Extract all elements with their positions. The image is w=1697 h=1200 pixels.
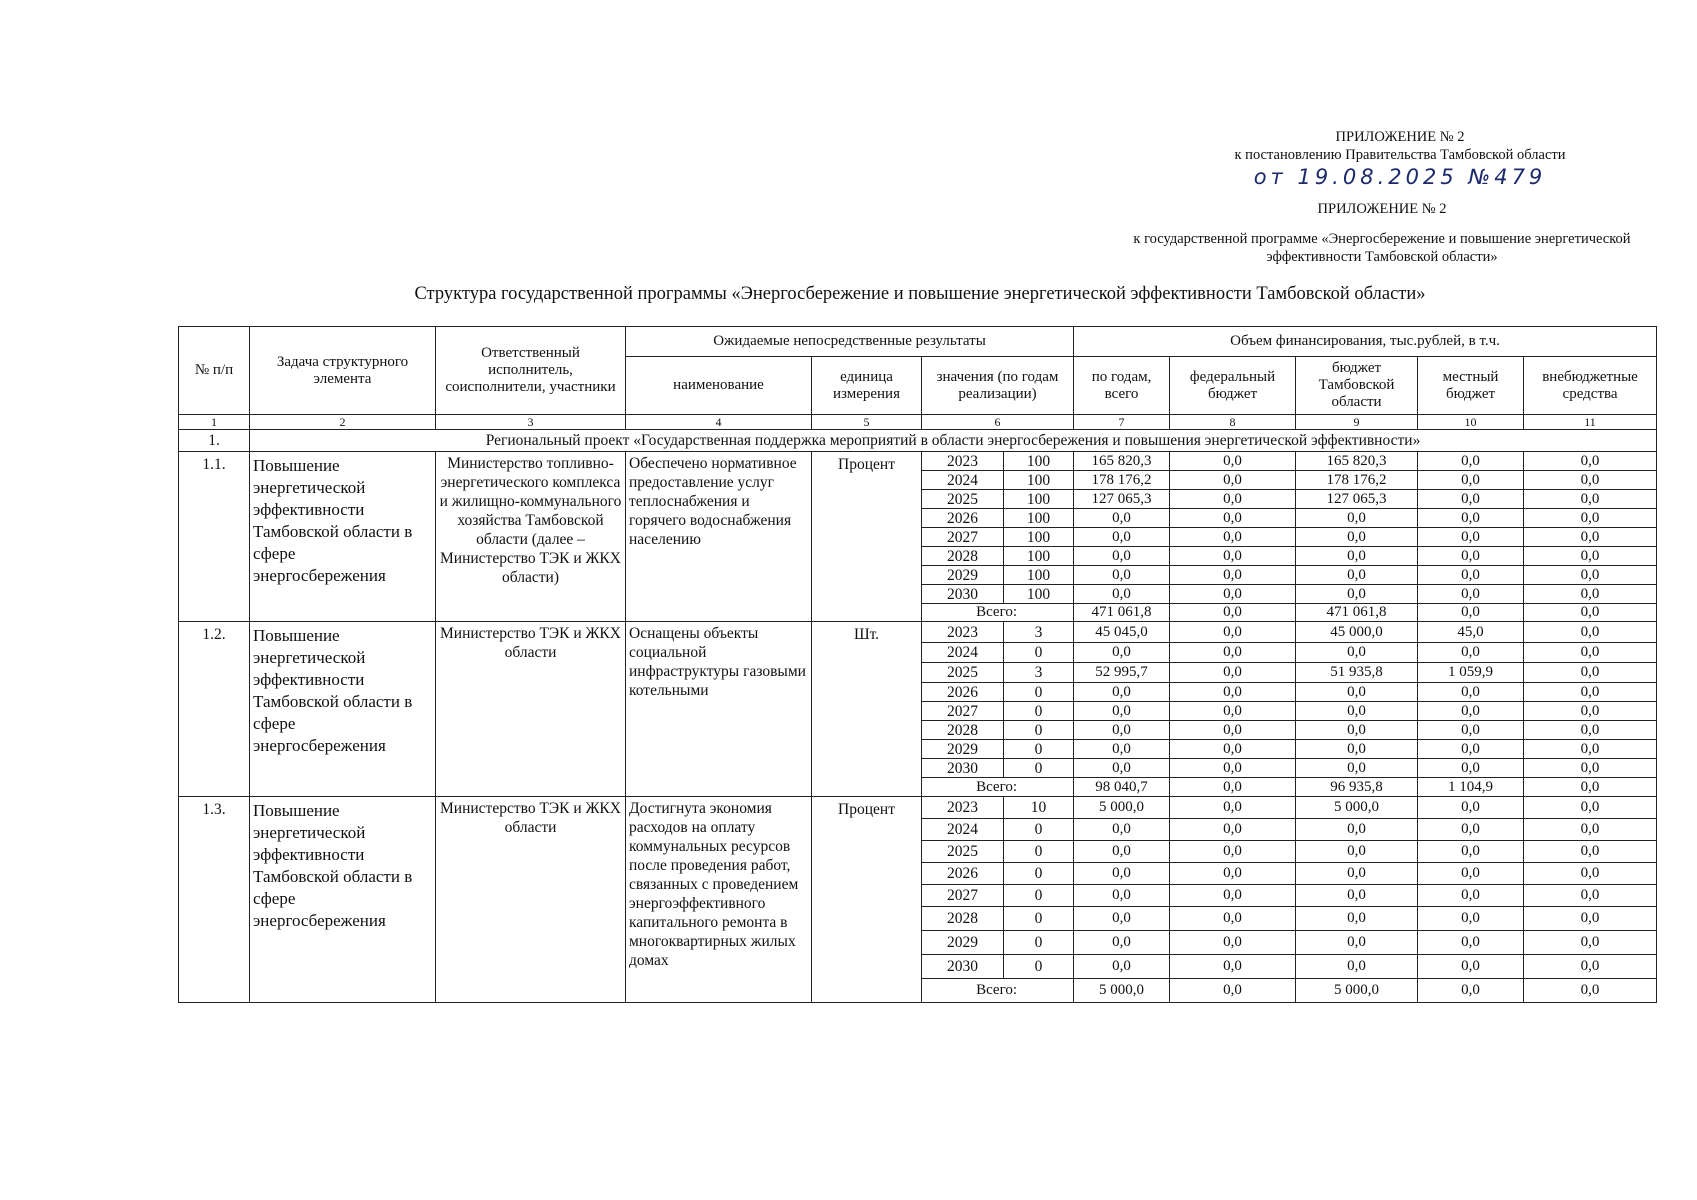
finance-local-cell: 0,0 [1418, 721, 1524, 740]
year-value-cell: 100 [1004, 566, 1074, 585]
annex-program-line-1: к государственной программе «Энергосбережение и повышение энергетической [1133, 231, 1631, 247]
finance-extra-cell: 0,0 [1524, 955, 1657, 979]
finance-total-cell: 0,0 [1074, 863, 1170, 885]
finance-total-cell: 0,0 [1074, 740, 1170, 759]
item-unit: Процент [812, 797, 922, 1003]
finance-federal-cell: 0,0 [1170, 931, 1296, 955]
finance-local-cell: 0,0 [1418, 547, 1524, 566]
finance-extra-cell: 0,0 [1524, 819, 1657, 841]
header-results-group: Ожидаемые непосредственные результаты [626, 327, 1074, 357]
finance-regional-cell: 0,0 [1296, 759, 1418, 778]
column-number: 3 [436, 415, 626, 430]
finance-extra-cell: 0,0 [1524, 885, 1657, 907]
finance-extra-cell: 0,0 [1524, 471, 1657, 490]
item-number: 1.3. [179, 797, 250, 1003]
year-cell: 2027 [922, 702, 1004, 721]
finance-local-cell: 0,0 [1418, 759, 1524, 778]
year-cell: 2028 [922, 547, 1004, 566]
sum-local-cell: 0,0 [1418, 979, 1524, 1003]
year-value-cell: 100 [1004, 471, 1074, 490]
annex-program-line-2: эффективности Тамбовской области» [1266, 249, 1498, 265]
finance-total-cell: 0,0 [1074, 702, 1170, 721]
item-task: Повышение энергетической эффективности Тамбовской области в сфере энергосбережения [250, 797, 436, 1003]
finance-regional-cell: 0,0 [1296, 528, 1418, 547]
finance-federal-cell: 0,0 [1170, 683, 1296, 702]
column-number: 10 [1418, 415, 1524, 430]
finance-extra-cell: 0,0 [1524, 797, 1657, 819]
item-responsible: Министерство ТЭК и ЖКХ области [436, 797, 626, 1003]
section-title: Региональный проект «Государственная поддержка мероприятий в области энергосбережения и повышения энергетической эффективности» [250, 430, 1657, 452]
year-cell: 2026 [922, 509, 1004, 528]
header-indicator-name: наименование [626, 357, 812, 415]
finance-total-cell: 52 995,7 [1074, 663, 1170, 683]
finance-regional-cell: 0,0 [1296, 509, 1418, 528]
finance-total-cell: 0,0 [1074, 931, 1170, 955]
finance-local-cell: 0,0 [1418, 452, 1524, 471]
sum-extra-cell: 0,0 [1524, 778, 1657, 797]
sum-extra-cell: 0,0 [1524, 604, 1657, 622]
finance-local-cell: 0,0 [1418, 740, 1524, 759]
year-value-cell: 100 [1004, 452, 1074, 471]
finance-regional-cell: 0,0 [1296, 740, 1418, 759]
annex-program-block [1082, 200, 1682, 266]
finance-local-cell: 0,0 [1418, 841, 1524, 863]
finance-regional-cell: 5 000,0 [1296, 797, 1418, 819]
total-label: Всего: [922, 778, 1074, 797]
year-cell: 2026 [922, 683, 1004, 702]
finance-extra-cell: 0,0 [1524, 683, 1657, 702]
finance-local-cell: 0,0 [1418, 885, 1524, 907]
finance-federal-cell: 0,0 [1170, 885, 1296, 907]
finance-total-cell: 127 065,3 [1074, 490, 1170, 509]
finance-extra-cell: 0,0 [1524, 721, 1657, 740]
finance-federal-cell: 0,0 [1170, 797, 1296, 819]
sum-total-cell: 98 040,7 [1074, 778, 1170, 797]
finance-total-cell: 45 045,0 [1074, 622, 1170, 643]
finance-federal-cell: 0,0 [1170, 841, 1296, 863]
finance-federal-cell: 0,0 [1170, 740, 1296, 759]
finance-extra-cell: 0,0 [1524, 547, 1657, 566]
sum-local-cell: 1 104,9 [1418, 778, 1524, 797]
finance-regional-cell: 0,0 [1296, 907, 1418, 931]
finance-federal-cell: 0,0 [1170, 863, 1296, 885]
handwritten-date-number: от 19.08.2025 №479 [1253, 165, 1547, 189]
year-value-cell: 100 [1004, 490, 1074, 509]
finance-extra-cell: 0,0 [1524, 566, 1657, 585]
item-responsible: Министерство ТЭК и ЖКХ области [436, 622, 626, 797]
section-number: 1. [179, 430, 250, 452]
year-value-cell: 0 [1004, 740, 1074, 759]
finance-regional-cell: 0,0 [1296, 643, 1418, 663]
year-value-cell: 0 [1004, 885, 1074, 907]
finance-extra-cell: 0,0 [1524, 643, 1657, 663]
finance-federal-cell: 0,0 [1170, 471, 1296, 490]
year-cell: 2027 [922, 528, 1004, 547]
year-cell: 2030 [922, 585, 1004, 604]
finance-local-cell: 0,0 [1418, 490, 1524, 509]
header-regional: бюджет Тамбовской области [1296, 357, 1418, 415]
finance-regional-cell: 0,0 [1296, 841, 1418, 863]
finance-regional-cell: 0,0 [1296, 547, 1418, 566]
finance-total-cell: 0,0 [1074, 683, 1170, 702]
finance-federal-cell: 0,0 [1170, 955, 1296, 979]
finance-regional-cell: 0,0 [1296, 863, 1418, 885]
finance-federal-cell: 0,0 [1170, 490, 1296, 509]
finance-federal-cell: 0,0 [1170, 907, 1296, 931]
finance-extra-cell: 0,0 [1524, 759, 1657, 778]
sum-regional-cell: 471 061,8 [1296, 604, 1418, 622]
year-row [179, 452, 1657, 471]
header-finance-group: Объем финансирования, тыс.рублей, в т.ч. [1074, 327, 1657, 357]
year-cell: 2024 [922, 643, 1004, 663]
item-unit: Процент [812, 452, 922, 622]
year-cell: 2028 [922, 907, 1004, 931]
year-row [179, 622, 1657, 643]
finance-extra-cell: 0,0 [1524, 663, 1657, 683]
year-value-cell: 0 [1004, 702, 1074, 721]
finance-federal-cell: 0,0 [1170, 643, 1296, 663]
column-number-row [179, 415, 1657, 430]
finance-federal-cell: 0,0 [1170, 547, 1296, 566]
header-unit: единица измерения [812, 357, 922, 415]
sum-federal-cell: 0,0 [1170, 979, 1296, 1003]
year-cell: 2024 [922, 471, 1004, 490]
year-cell: 2030 [922, 955, 1004, 979]
item-indicator: Обеспечено нормативное предоставление услуг теплоснабжения и горячего водоснабжения населению [626, 452, 812, 622]
finance-local-cell: 0,0 [1418, 643, 1524, 663]
finance-federal-cell: 0,0 [1170, 819, 1296, 841]
finance-extra-cell: 0,0 [1524, 931, 1657, 955]
finance-regional-cell: 0,0 [1296, 931, 1418, 955]
year-value-cell: 100 [1004, 528, 1074, 547]
year-cell: 2023 [922, 622, 1004, 643]
item-task: Повышение энергетической эффективности Тамбовской области в сфере энергосбережения [250, 452, 436, 622]
header-task: Задача структурного элемента [250, 327, 436, 415]
program-structure-table [178, 326, 1657, 1003]
header-extra: внебюджетные средства [1524, 357, 1657, 415]
year-cell: 2024 [922, 819, 1004, 841]
year-value-cell: 0 [1004, 841, 1074, 863]
finance-local-cell: 0,0 [1418, 955, 1524, 979]
finance-regional-cell: 0,0 [1296, 885, 1418, 907]
item-task: Повышение энергетической эффективности Тамбовской области в сфере энергосбережения [250, 622, 436, 797]
item-indicator: Достигнута экономия расходов на оплату коммунальных ресурсов после проведения работ, связанных с проведением энергоэффективного капитального ремонта в многоквартирных жилых домах [626, 797, 812, 1003]
finance-extra-cell: 0,0 [1524, 509, 1657, 528]
finance-regional-cell: 0,0 [1296, 702, 1418, 721]
annex-resolution-block [1080, 128, 1697, 192]
finance-local-cell: 0,0 [1418, 702, 1524, 721]
annex-title: ПРИЛОЖЕНИЕ № 2 [1335, 129, 1465, 145]
finance-extra-cell: 0,0 [1524, 740, 1657, 759]
finance-extra-cell: 0,0 [1524, 622, 1657, 643]
year-value-cell: 3 [1004, 622, 1074, 643]
column-number: 6 [922, 415, 1074, 430]
finance-total-cell: 0,0 [1074, 955, 1170, 979]
sum-regional-cell: 96 935,8 [1296, 778, 1418, 797]
year-value-cell: 100 [1004, 509, 1074, 528]
annex-resolution-line: к постановлению Правительства Тамбовской области [1234, 147, 1566, 163]
finance-extra-cell: 0,0 [1524, 702, 1657, 721]
finance-local-cell: 0,0 [1418, 863, 1524, 885]
finance-regional-cell: 0,0 [1296, 819, 1418, 841]
finance-total-cell: 5 000,0 [1074, 797, 1170, 819]
finance-local-cell: 45,0 [1418, 622, 1524, 643]
year-cell: 2023 [922, 797, 1004, 819]
year-cell: 2030 [922, 759, 1004, 778]
annex-program-title: ПРИЛОЖЕНИЕ № 2 [1317, 201, 1447, 217]
column-number: 9 [1296, 415, 1418, 430]
sum-total-cell: 5 000,0 [1074, 979, 1170, 1003]
finance-regional-cell: 178 176,2 [1296, 471, 1418, 490]
header-values: значения (по годам реализации) [922, 357, 1074, 415]
total-label: Всего: [922, 604, 1074, 622]
finance-local-cell: 0,0 [1418, 471, 1524, 490]
header-local: местный бюджет [1418, 357, 1524, 415]
year-cell: 2027 [922, 885, 1004, 907]
finance-total-cell: 0,0 [1074, 721, 1170, 740]
finance-total-cell: 0,0 [1074, 643, 1170, 663]
year-value-cell: 0 [1004, 759, 1074, 778]
finance-total-cell: 165 820,3 [1074, 452, 1170, 471]
finance-regional-cell: 0,0 [1296, 955, 1418, 979]
finance-local-cell: 0,0 [1418, 819, 1524, 841]
finance-total-cell: 0,0 [1074, 907, 1170, 931]
finance-total-cell: 0,0 [1074, 585, 1170, 604]
column-number: 2 [250, 415, 436, 430]
finance-local-cell: 0,0 [1418, 528, 1524, 547]
finance-regional-cell: 127 065,3 [1296, 490, 1418, 509]
section-row [179, 430, 1657, 452]
finance-local-cell: 0,0 [1418, 585, 1524, 604]
finance-extra-cell: 0,0 [1524, 585, 1657, 604]
finance-extra-cell: 0,0 [1524, 490, 1657, 509]
finance-local-cell: 0,0 [1418, 907, 1524, 931]
finance-federal-cell: 0,0 [1170, 702, 1296, 721]
finance-regional-cell: 0,0 [1296, 585, 1418, 604]
finance-extra-cell: 0,0 [1524, 841, 1657, 863]
year-cell: 2029 [922, 740, 1004, 759]
total-label: Всего: [922, 979, 1074, 1003]
column-number: 5 [812, 415, 922, 430]
finance-extra-cell: 0,0 [1524, 528, 1657, 547]
header-responsible: Ответственный исполнитель, соисполнители, участники [436, 327, 626, 415]
year-value-cell: 100 [1004, 547, 1074, 566]
year-value-cell: 0 [1004, 721, 1074, 740]
finance-regional-cell: 51 935,8 [1296, 663, 1418, 683]
header-num: № п/п [179, 327, 250, 415]
finance-local-cell: 1 059,9 [1418, 663, 1524, 683]
finance-extra-cell: 0,0 [1524, 907, 1657, 931]
column-number: 11 [1524, 415, 1657, 430]
year-value-cell: 0 [1004, 955, 1074, 979]
sum-extra-cell: 0,0 [1524, 979, 1657, 1003]
year-value-cell: 0 [1004, 907, 1074, 931]
item-number: 1.2. [179, 622, 250, 797]
item-unit: Шт. [812, 622, 922, 797]
column-number: 1 [179, 415, 250, 430]
finance-federal-cell: 0,0 [1170, 759, 1296, 778]
header-federal: федеральный бюджет [1170, 357, 1296, 415]
year-row [179, 797, 1657, 819]
finance-federal-cell: 0,0 [1170, 721, 1296, 740]
year-cell: 2026 [922, 863, 1004, 885]
finance-total-cell: 0,0 [1074, 759, 1170, 778]
finance-total-cell: 0,0 [1074, 528, 1170, 547]
item-responsible: Министерство топливно-энергетического комплекса и жилищно-коммунального хозяйства Тамбовской области (далее – Министерство ТЭК и ЖКХ области) [436, 452, 626, 622]
sum-total-cell: 471 061,8 [1074, 604, 1170, 622]
finance-local-cell: 0,0 [1418, 683, 1524, 702]
year-value-cell: 100 [1004, 585, 1074, 604]
finance-federal-cell: 0,0 [1170, 509, 1296, 528]
item-indicator: Оснащены объекты социальной инфраструктуры газовыми котельными [626, 622, 812, 797]
year-cell: 2029 [922, 566, 1004, 585]
item-number: 1.1. [179, 452, 250, 622]
year-value-cell: 0 [1004, 643, 1074, 663]
column-number: 8 [1170, 415, 1296, 430]
sum-federal-cell: 0,0 [1170, 604, 1296, 622]
year-cell: 2029 [922, 931, 1004, 955]
finance-total-cell: 0,0 [1074, 566, 1170, 585]
year-cell: 2025 [922, 663, 1004, 683]
finance-federal-cell: 0,0 [1170, 566, 1296, 585]
finance-total-cell: 0,0 [1074, 841, 1170, 863]
year-cell: 2025 [922, 841, 1004, 863]
finance-extra-cell: 0,0 [1524, 863, 1657, 885]
sum-federal-cell: 0,0 [1170, 778, 1296, 797]
sum-local-cell: 0,0 [1418, 604, 1524, 622]
year-value-cell: 0 [1004, 931, 1074, 955]
column-number: 4 [626, 415, 812, 430]
year-value-cell: 0 [1004, 819, 1074, 841]
finance-total-cell: 0,0 [1074, 819, 1170, 841]
finance-extra-cell: 0,0 [1524, 452, 1657, 471]
finance-regional-cell: 45 000,0 [1296, 622, 1418, 643]
finance-federal-cell: 0,0 [1170, 585, 1296, 604]
year-value-cell: 3 [1004, 663, 1074, 683]
finance-total-cell: 0,0 [1074, 509, 1170, 528]
document-title: Структура государственной программы «Энергосбережение и повышение энергетической эффективности Тамбовской области» [414, 284, 1426, 304]
finance-local-cell: 0,0 [1418, 509, 1524, 528]
sum-regional-cell: 5 000,0 [1296, 979, 1418, 1003]
finance-total-cell: 0,0 [1074, 547, 1170, 566]
finance-federal-cell: 0,0 [1170, 528, 1296, 547]
year-cell: 2023 [922, 452, 1004, 471]
finance-federal-cell: 0,0 [1170, 663, 1296, 683]
year-value-cell: 10 [1004, 797, 1074, 819]
year-cell: 2028 [922, 721, 1004, 740]
finance-total-cell: 178 176,2 [1074, 471, 1170, 490]
finance-local-cell: 0,0 [1418, 797, 1524, 819]
finance-regional-cell: 165 820,3 [1296, 452, 1418, 471]
finance-federal-cell: 0,0 [1170, 452, 1296, 471]
finance-total-cell: 0,0 [1074, 885, 1170, 907]
finance-regional-cell: 0,0 [1296, 683, 1418, 702]
finance-regional-cell: 0,0 [1296, 721, 1418, 740]
finance-regional-cell: 0,0 [1296, 566, 1418, 585]
finance-federal-cell: 0,0 [1170, 622, 1296, 643]
finance-local-cell: 0,0 [1418, 931, 1524, 955]
year-cell: 2025 [922, 490, 1004, 509]
year-value-cell: 0 [1004, 863, 1074, 885]
year-value-cell: 0 [1004, 683, 1074, 702]
finance-local-cell: 0,0 [1418, 566, 1524, 585]
header-total: по годам, всего [1074, 357, 1170, 415]
column-number: 7 [1074, 415, 1170, 430]
